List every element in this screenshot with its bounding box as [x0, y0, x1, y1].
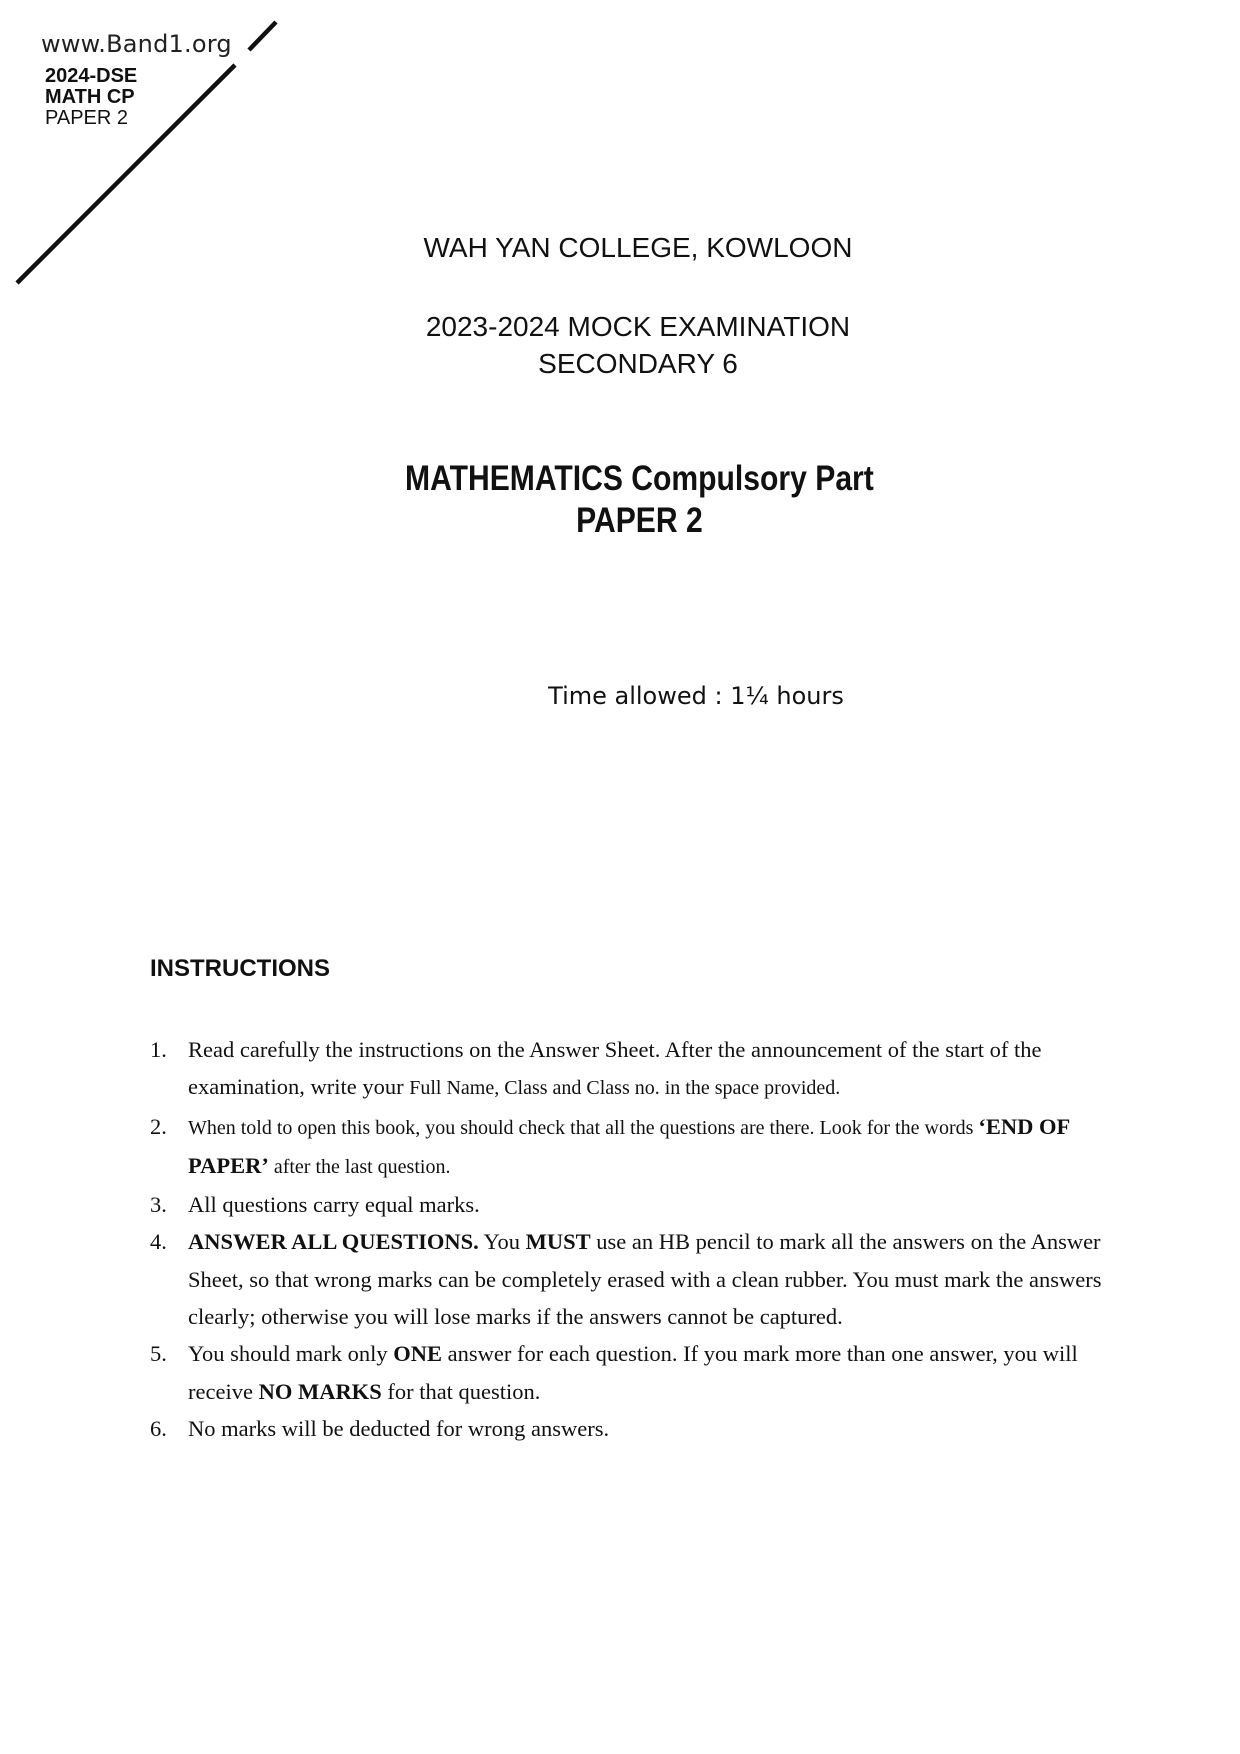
instruction-segment: No marks will be deducted for wrong answers.: [188, 1415, 610, 1441]
instruction-emphasis: ‘END OF PAPER’: [188, 1113, 1070, 1178]
instructions-list: [150, 1031, 1110, 1447]
instruction-number: 1.: [150, 1037, 167, 1062]
instruction-text: [188, 1186, 1110, 1223]
tag-paper: PAPER 2: [45, 107, 128, 129]
instruction-segment: All questions carry equal marks.: [188, 1192, 480, 1218]
instruction-item: [150, 1410, 1110, 1447]
subject-title-block: [106, 458, 1172, 542]
subject-title: MATHEMATICS Compulsory Part: [404, 459, 874, 498]
instruction-item: [150, 1335, 1110, 1410]
instruction-item: [150, 1108, 1110, 1187]
form-level: SECONDARY 6: [538, 348, 738, 379]
instruction-text: [188, 1410, 1110, 1447]
instruction-segment: When told to open this book, you should check that all the questions are there. Look for the words: [188, 1116, 979, 1139]
instruction-text: [188, 1223, 1110, 1335]
instruction-text: [188, 1031, 1110, 1108]
instruction-segment: answer for each question. If you mark more than one answer, you will receive: [188, 1341, 1078, 1404]
instruction-number: 3.: [150, 1192, 167, 1218]
instructions-heading: INSTRUCTIONS: [150, 955, 330, 982]
instruction-number: 2.: [150, 1113, 167, 1139]
exam-title: 2023-2024 MOCK EXAMINATION: [425, 311, 851, 342]
school-name: WAH YAN COLLEGE, KOWLOON: [423, 232, 853, 263]
instruction-text: [188, 1335, 1110, 1410]
watermark-url: www.Band1.org: [41, 30, 236, 58]
instruction-item: [150, 1186, 1110, 1223]
instruction-number: 6.: [150, 1415, 167, 1441]
instruction-segment: Read carefully the instructions on the Answer Sheet. After the announcement of the start of the examination, write your: [188, 1037, 1042, 1100]
exam-title-block: [18, 308, 1240, 382]
instruction-emphasis: NO MARKS: [258, 1378, 382, 1404]
tag-exam-year: 2024-DSE: [45, 65, 138, 87]
instruction-segment: for that question.: [381, 1378, 541, 1404]
instruction-segment: use an HB pencil to mark all the answers on the Answer Sheet, so that wrong marks can be completely erased with a clean rubber. You must mark the answers clearly; otherwise you will lose marks if the answers cannot be captured.: [188, 1229, 1102, 1330]
instruction-emphasis: ANSWER ALL QUESTIONS.: [188, 1229, 479, 1255]
instruction-item: [150, 1223, 1110, 1335]
instruction-emphasis: MUST: [525, 1229, 591, 1255]
corner-paper-tag: [45, 66, 137, 129]
instruction-segment: You: [478, 1229, 526, 1255]
time-allowed: Time allowed : 1¼ hours: [548, 682, 844, 710]
instruction-segment: You should mark only: [188, 1341, 394, 1367]
instruction-item: [150, 1031, 1110, 1108]
instruction-number: 4.: [150, 1229, 167, 1255]
tag-subject: MATH CP: [45, 86, 135, 108]
paper-title: PAPER 2: [576, 501, 703, 540]
instruction-segment: Full Name, Class and Class no. in the space provided.: [409, 1077, 841, 1100]
instruction-emphasis: ONE: [393, 1341, 443, 1367]
instruction-segment: after the last question.: [268, 1155, 451, 1178]
instruction-number: 5.: [150, 1341, 167, 1367]
instruction-text: [188, 1108, 1110, 1187]
